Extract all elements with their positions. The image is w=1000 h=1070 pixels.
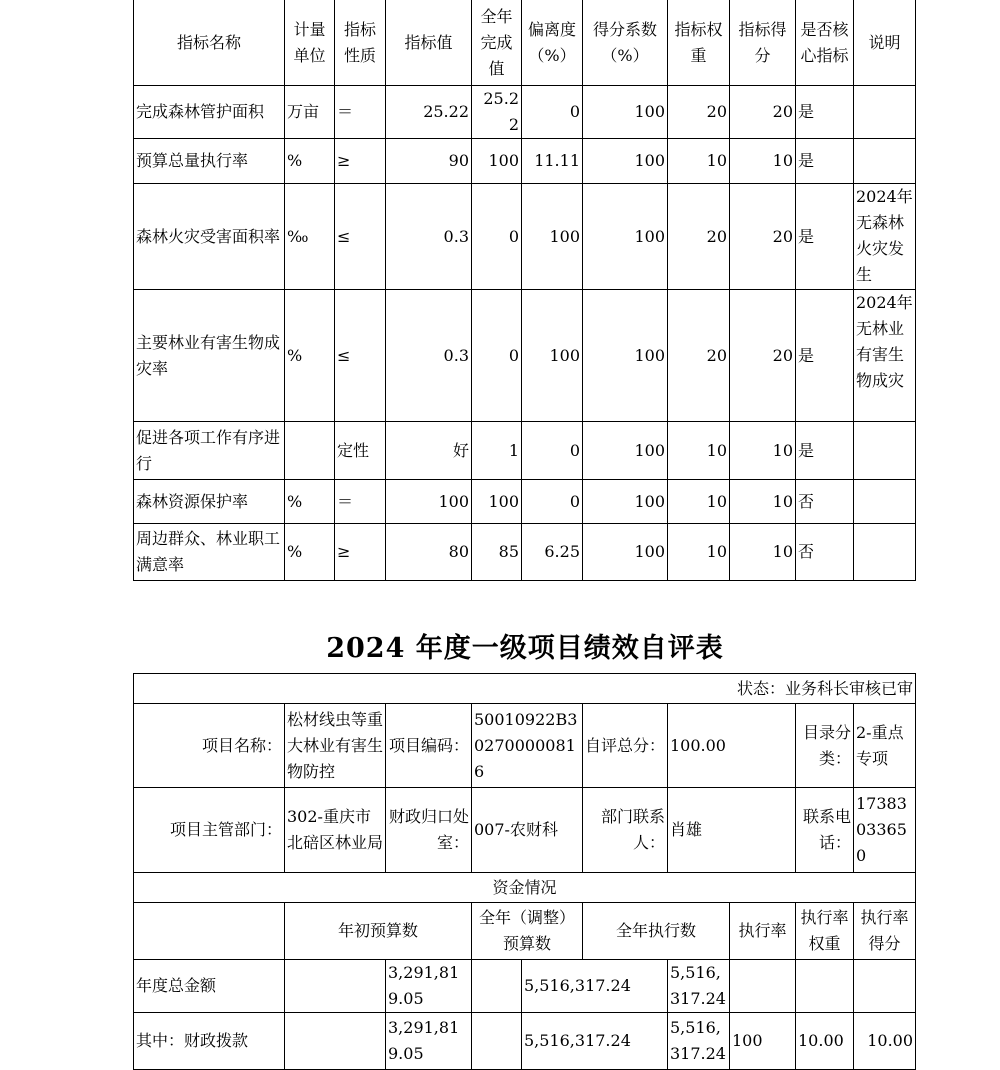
header-target: 指标值	[386, 0, 472, 86]
row-core: 是	[796, 422, 854, 480]
row-name: 森林火灾受害面积率	[134, 184, 285, 290]
self-score-label: 自评总分：	[583, 704, 668, 788]
row-deviation: 11.11	[522, 139, 583, 184]
funds-header-rate: 执行率	[730, 903, 796, 960]
row-core: 是	[796, 290, 854, 422]
funds-row-label: 年度总金额	[134, 960, 285, 1013]
funds-row-rate-score: 10.00	[854, 1013, 916, 1070]
header-actual: 全年完成值	[472, 0, 522, 86]
funds-header-executed: 全年执行数	[583, 903, 730, 960]
indicator-row	[134, 422, 916, 480]
row-coef: 100	[583, 86, 668, 139]
row-deviation: 0	[522, 480, 583, 524]
dept-label: 项目主管部门：	[134, 788, 285, 873]
row-core: 是	[796, 86, 854, 139]
row-coef: 100	[583, 184, 668, 290]
funds-row-label: 其中：财政拨款	[134, 1013, 285, 1070]
indicator-row	[134, 184, 916, 290]
row-name: 森林资源保护率	[134, 480, 285, 524]
funds-row-spacer	[472, 960, 522, 1013]
row-actual: 25.22	[472, 86, 522, 139]
row-deviation: 100	[522, 290, 583, 422]
row-score: 10	[730, 139, 796, 184]
row-note	[854, 480, 916, 524]
header-coef: 得分系数（%）	[583, 0, 668, 86]
row-target: 80	[386, 524, 472, 581]
row-weight: 10	[668, 480, 730, 524]
row-deviation: 0	[522, 422, 583, 480]
header-weight: 指标权重	[668, 0, 730, 86]
row-name: 周边群众、林业职工满意率	[134, 524, 285, 581]
row-name: 完成森林管护面积	[134, 86, 285, 139]
indicator-row	[134, 524, 916, 581]
header-deviation: 偏离度（%）	[522, 0, 583, 86]
indicator-row	[134, 290, 916, 422]
finance-office-label: 财政归口处室：	[386, 788, 472, 873]
project-code-label: 项目编码：	[386, 704, 472, 788]
indicator-row	[134, 86, 916, 139]
row-nature: ≥	[335, 524, 386, 581]
row-unit: %	[285, 290, 335, 422]
funds-row-initial: 3,291,819.05	[386, 960, 472, 1013]
row-score: 10	[730, 422, 796, 480]
row-deviation: 100	[522, 184, 583, 290]
row-coef: 100	[583, 290, 668, 422]
finance-office-value: 007-农财科	[472, 788, 583, 873]
row-unit: 万亩	[285, 86, 335, 139]
row-weight: 10	[668, 524, 730, 581]
row-actual: 100	[472, 480, 522, 524]
row-deviation: 6.25	[522, 524, 583, 581]
indicator-header-row	[134, 0, 916, 86]
indicator-row	[134, 480, 916, 524]
project-code-value: 50010922B302700000816	[472, 704, 583, 788]
funds-row-spacer	[472, 1013, 522, 1070]
funds-row	[134, 960, 916, 1013]
funds-row-rate	[730, 960, 796, 1013]
funds-row-spacer	[285, 960, 386, 1013]
row-nature: ＝	[335, 480, 386, 524]
funds-row-rate-weight	[796, 960, 854, 1013]
row-actual: 85	[472, 524, 522, 581]
header-nature: 指标性质	[335, 0, 386, 86]
funds-row-rate-weight: 10.00	[796, 1013, 854, 1070]
row-weight: 20	[668, 86, 730, 139]
funds-header-initial: 年初预算数	[285, 903, 472, 960]
row-score: 20	[730, 86, 796, 139]
row-score: 20	[730, 290, 796, 422]
row-coef: 100	[583, 480, 668, 524]
row-nature: ≤	[335, 184, 386, 290]
indicator-table	[133, 0, 916, 581]
header-unit: 计量单位	[285, 0, 335, 86]
funds-header-blank	[134, 903, 285, 960]
row-weight: 10	[668, 422, 730, 480]
row-core: 否	[796, 480, 854, 524]
row-unit: ‰	[285, 184, 335, 290]
category-value: 2-重点专项	[854, 704, 916, 788]
row-name: 预算总量执行率	[134, 139, 285, 184]
row-score: 10	[730, 480, 796, 524]
funds-row-spacer	[285, 1013, 386, 1070]
row-note	[854, 422, 916, 480]
project-name-value: 松材线虫等重大林业有害生物防控	[285, 704, 386, 788]
status-row	[134, 674, 916, 704]
row-deviation: 0	[522, 86, 583, 139]
contact-label: 部门联系人：	[583, 788, 668, 873]
funds-title-row	[134, 873, 916, 903]
row-coef: 100	[583, 139, 668, 184]
funds-row-initial: 3,291,819.05	[386, 1013, 472, 1070]
form-title: 2024 年度一级项目绩效自评表	[326, 633, 724, 664]
row-score: 10	[730, 524, 796, 581]
funds-row-adjusted: 5,516,317.24	[522, 1013, 668, 1070]
row-target: 0.3	[386, 184, 472, 290]
row-weight: 10	[668, 139, 730, 184]
row-core: 是	[796, 139, 854, 184]
row-nature: ≥	[335, 139, 386, 184]
row-target: 25.22	[386, 86, 472, 139]
dept-value: 302-重庆市北碚区林业局	[285, 788, 386, 873]
funds-row-adjusted: 5,516,317.24	[522, 960, 668, 1013]
row-note	[854, 524, 916, 581]
funds-row-executed: 5,516,317.24	[668, 960, 730, 1013]
header-score: 指标得分	[730, 0, 796, 86]
row-actual: 1	[472, 422, 522, 480]
project-form-table	[133, 673, 916, 1070]
dept-info-row	[134, 788, 916, 873]
contact-value: 肖雄	[668, 788, 796, 873]
funds-row-rate: 100	[730, 1013, 796, 1070]
row-note: 2024年无森林火灾发生	[854, 184, 916, 290]
row-coef: 100	[583, 422, 668, 480]
row-target: 好	[386, 422, 472, 480]
row-core: 否	[796, 524, 854, 581]
row-name: 促进各项工作有序进行	[134, 422, 285, 480]
header-note: 说明	[854, 0, 916, 86]
row-nature: ＝	[335, 86, 386, 139]
row-nature: ≤	[335, 290, 386, 422]
funds-row-executed: 5,516,317.24	[668, 1013, 730, 1070]
row-unit: %	[285, 524, 335, 581]
row-core: 是	[796, 184, 854, 290]
row-unit	[285, 422, 335, 480]
indicator-row	[134, 139, 916, 184]
funds-row-rate-score	[854, 960, 916, 1013]
status-text: 状态：业务科长审核已审	[134, 674, 916, 704]
row-actual: 0	[472, 290, 522, 422]
funds-header-rate-weight: 执行率权重	[796, 903, 854, 960]
project-info-row	[134, 704, 916, 788]
phone-label: 联系电话：	[796, 788, 854, 873]
funds-header-rate-score: 执行率得分	[854, 903, 916, 960]
row-score: 20	[730, 184, 796, 290]
row-name: 主要林业有害生物成灾率	[134, 290, 285, 422]
row-note	[854, 86, 916, 139]
row-actual: 0	[472, 184, 522, 290]
row-actual: 100	[472, 139, 522, 184]
category-label: 目录分类：	[796, 704, 854, 788]
project-name-label: 项目名称：	[134, 704, 285, 788]
row-unit: %	[285, 139, 335, 184]
row-note	[854, 139, 916, 184]
header-name: 指标名称	[134, 0, 285, 86]
row-target: 0.3	[386, 290, 472, 422]
funds-row	[134, 1013, 916, 1070]
header-core: 是否核心指标	[796, 0, 854, 86]
phone-value: 17383033650	[854, 788, 916, 873]
row-unit: %	[285, 480, 335, 524]
row-nature: 定性	[335, 422, 386, 480]
funds-title: 资金情况	[134, 873, 916, 903]
self-score-value: 100.00	[668, 704, 796, 788]
row-note: 2024年无林业有害生物成灾	[854, 290, 916, 422]
row-coef: 100	[583, 524, 668, 581]
row-target: 90	[386, 139, 472, 184]
funds-header-adjusted: 全年（调整）预算数	[472, 903, 583, 960]
row-target: 100	[386, 480, 472, 524]
funds-header-row	[134, 903, 916, 960]
row-weight: 20	[668, 184, 730, 290]
row-weight: 20	[668, 290, 730, 422]
